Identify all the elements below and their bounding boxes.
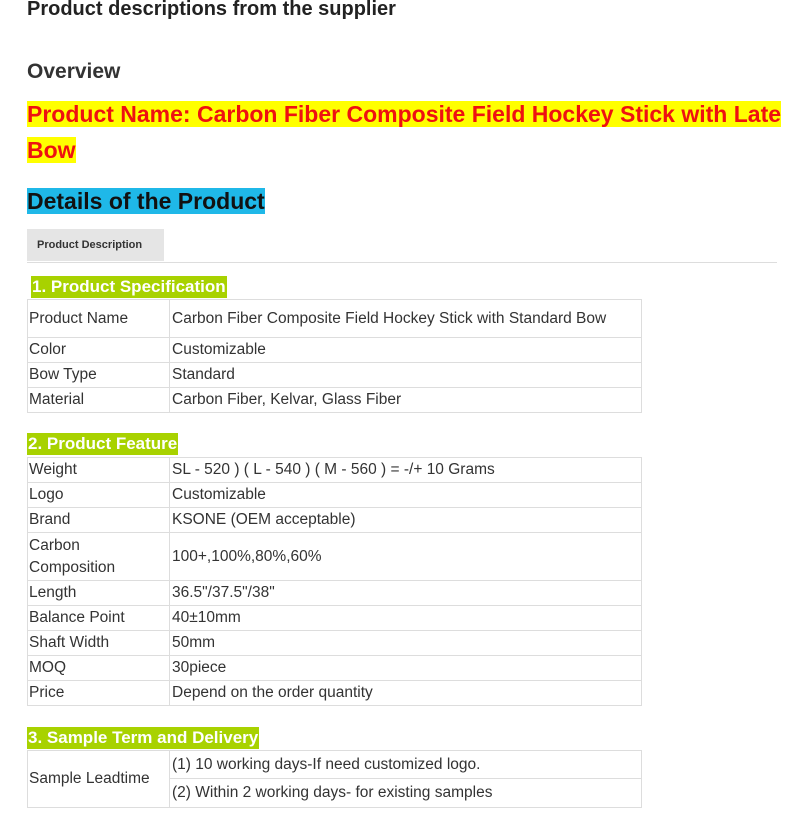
row-key: Length [28,581,170,606]
product-name-heading [27,96,797,168]
row-value: 30piece [170,656,642,681]
row-value: Standard [170,363,642,388]
row-value: SL - 520 ) ( L - 540 ) ( M - 560 ) = -/+ 10 Grams [170,458,642,483]
row-key: Brand [28,508,170,533]
row-value: KSONE (OEM acceptable) [170,508,642,533]
table-row [28,581,642,606]
row-value: 36.5"/37.5"/38" [170,581,642,606]
section-title-specification: 1. Product Specification [32,277,226,296]
table-row [28,300,642,338]
table-row [28,388,642,413]
row-value: Carbon Fiber Composite Field Hockey Stick with Standard Bow [170,300,642,338]
feature-table [27,457,642,706]
table-row [28,363,642,388]
sample-table [27,750,642,808]
table-row [28,338,642,363]
row-value: 40±10mm [170,606,642,631]
table-row [28,508,642,533]
row-value: Carbon Fiber, Kelvar, Glass Fiber [170,388,642,413]
details-heading [27,186,265,216]
row-key: Bow Type [28,363,170,388]
overview-heading: Overview [27,60,121,83]
table-row [28,483,642,508]
row-value: Customizable [170,483,642,508]
row-key: Shaft Width [28,631,170,656]
row-key: MOQ [28,656,170,681]
row-value: (1) 10 working days-If need customized logo. [170,751,642,779]
row-key: Price [28,681,170,706]
section-title-sample: 3. Sample Term and Delivery [28,728,259,747]
section-title-feature: 2. Product Feature [28,434,178,453]
row-key: Product Name [28,300,170,338]
table-row [28,458,642,483]
tab-divider [27,262,777,263]
table-row [28,533,642,581]
specification-table [27,299,642,413]
row-key: Material [28,388,170,413]
row-key: Sample Leadtime [28,751,170,808]
row-key: Color [28,338,170,363]
product-name-text: Product Name: Carbon Fiber Composite Field Hockey Stick with Late Bow [27,101,782,163]
row-key: Logo [28,483,170,508]
row-key: Weight [28,458,170,483]
row-value: 100+,100%,80%,60% [170,533,642,581]
table-row [28,631,642,656]
table-row [28,606,642,631]
row-value: 50mm [170,631,642,656]
row-value: (2) Within 2 working days- for existing samples [170,779,642,808]
row-key: Balance Point [28,606,170,631]
table-row [28,656,642,681]
table-row [28,751,642,779]
row-value: Depend on the order quantity [170,681,642,706]
tab-product-description[interactable]: Product Description [27,229,164,261]
supplier-heading: Product descriptions from the supplier [27,0,396,20]
row-value: Customizable [170,338,642,363]
row-key: Carbon Composition [28,533,170,581]
table-row [28,681,642,706]
details-heading-text: Details of the Product [27,188,265,214]
